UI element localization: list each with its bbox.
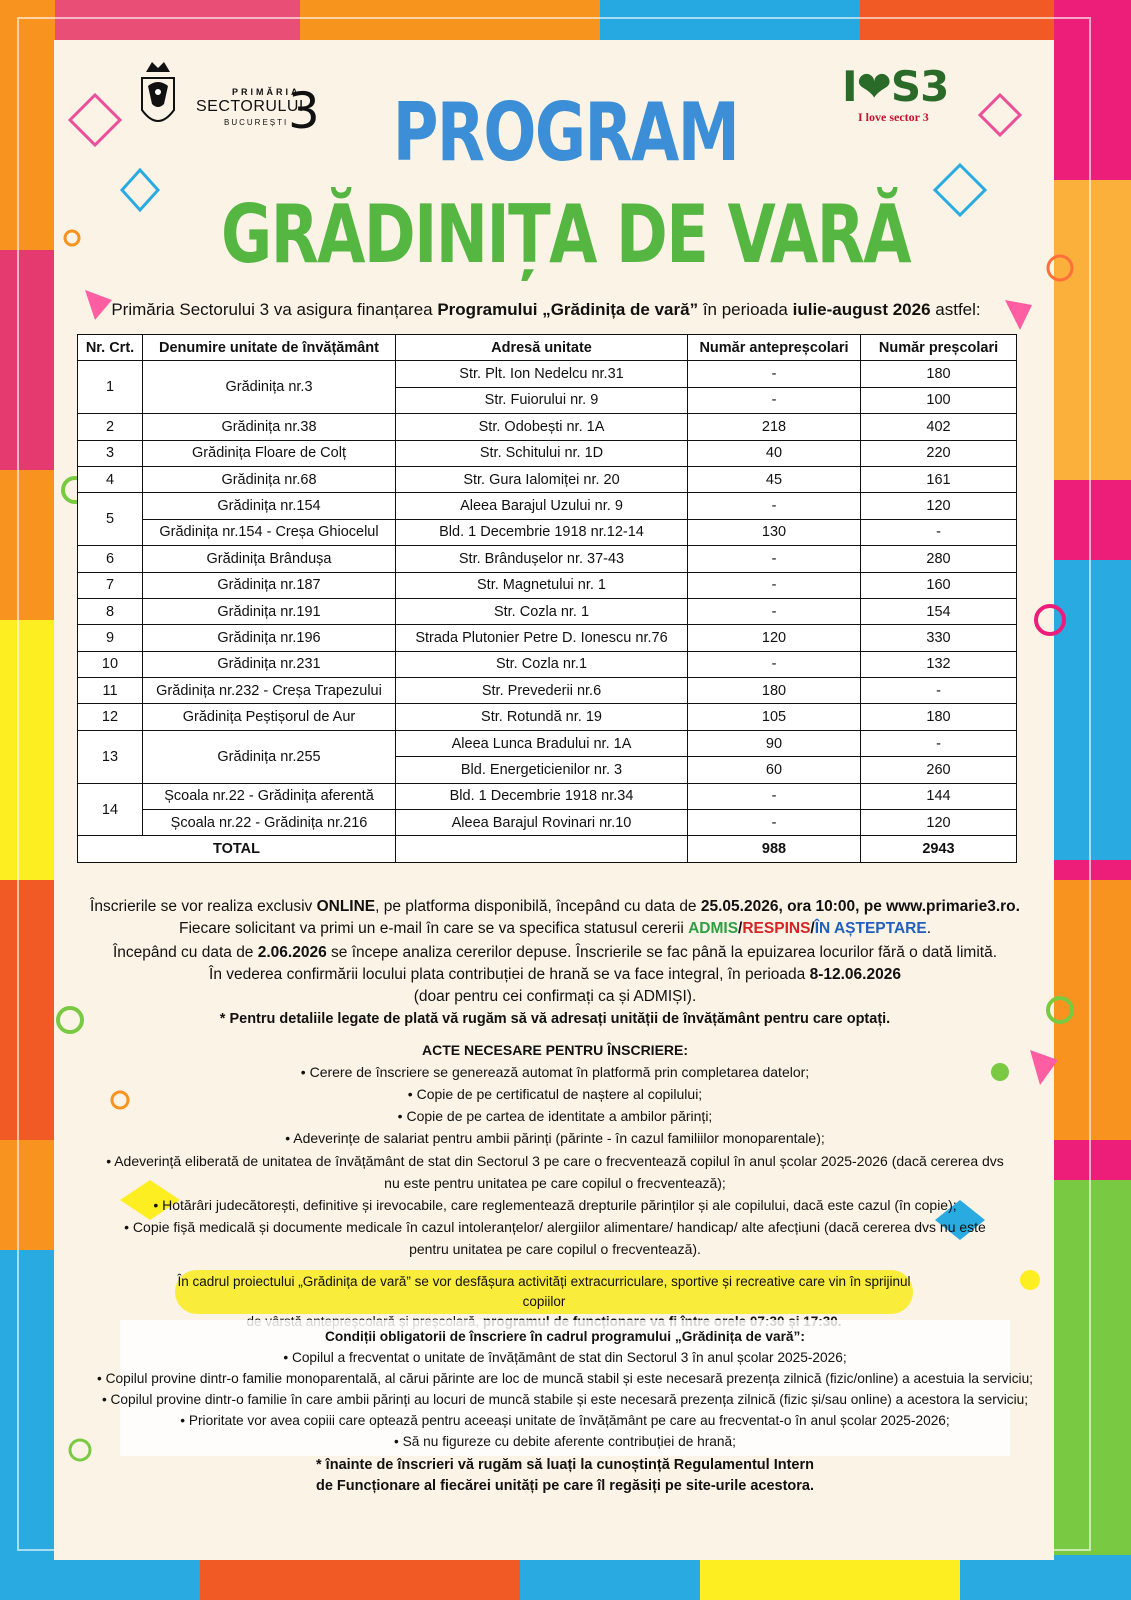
condition-item: • Să nu figureze cu debite aferente contribuției de hrană; <box>394 1434 736 1449</box>
cell-address: Aleea Lunca Bradului nr. 1A <box>396 730 688 756</box>
regulation-note-2: de Funcționare al fiecărei unități pe care îl regăsiți pe site-urile acestora. <box>315 1478 814 1494</box>
cell-unit: Grădinița nr.68 <box>143 466 396 492</box>
condition-item: • Copilul provine dintr-o familie în care ambii părinți au locuri de muncă stabile și este necesară prezența zilnică (fizic și/sau online) a acestora la serviciu; <box>101 1392 1029 1407</box>
cell-unit: Grădinița Brândușa <box>143 546 396 572</box>
info-l2-end: . <box>926 920 931 937</box>
cell-ante: 60 <box>688 757 861 783</box>
cell-pres: 100 <box>861 387 1017 413</box>
table-total-row <box>78 836 1017 862</box>
status-in-asteptare: ÎN AȘTEPTARE <box>814 920 927 937</box>
info-line-6: * Pentru detaliile legate de plată vă rugăm să vă adresați unității de învățământ pentru care optați. <box>219 1011 891 1027</box>
table-row <box>78 493 1017 519</box>
total-label: TOTAL <box>78 836 396 862</box>
cell-pres: 260 <box>861 757 1017 783</box>
table-row <box>78 572 1017 598</box>
intro-text <box>0 300 1092 320</box>
cell-unit: Grădinița nr.191 <box>143 598 396 624</box>
cell-pres: - <box>861 730 1017 756</box>
cell-ante: 130 <box>688 519 861 545</box>
regulation-note-1: * înainte de înscrieri vă rugăm să luați la cunoștință Regulamentul Intern <box>316 1457 814 1473</box>
condition-item: • Copilul a frecventat o unitate de învățământ de stat din Sectorul 3 în anul școlar 2025-2026; <box>283 1350 847 1365</box>
table-row <box>78 598 1017 624</box>
cell-pres: 180 <box>861 704 1017 730</box>
cell-nr: 9 <box>78 625 143 651</box>
cell-unit: Grădinița Peștișorul de Aur <box>143 704 396 730</box>
status-admis: ADMIS <box>688 920 739 937</box>
cell-nr: 6 <box>78 546 143 572</box>
cell-nr: 7 <box>78 572 143 598</box>
cell-nr: 5 <box>78 493 143 546</box>
intro-mid: în perioada <box>698 300 793 319</box>
col-unit: Denumire unitate de învățământ <box>143 335 396 361</box>
cell-ante: - <box>688 493 861 519</box>
info-l3-c: se începe analiza cererilor depuse. Înscrierile se fac până la epuizarea locurilor fără o dată limită. <box>326 944 998 961</box>
cell-nr: 3 <box>78 440 143 466</box>
cell-ante: 90 <box>688 730 861 756</box>
col-ante: Număr antepreșcolari <box>688 335 861 361</box>
info-l4-period: 8-12.06.2026 <box>809 966 901 983</box>
acte-item: • Copie de pe cartea de identitate a ambilor părinți; <box>397 1108 713 1124</box>
cell-unit: Grădinița nr.3 <box>143 361 396 414</box>
cell-pres: 144 <box>861 783 1017 809</box>
cell-unit: Grădinița nr.196 <box>143 625 396 651</box>
cell-unit: Grădinița nr.154 - Creșa Ghiocelul <box>143 519 396 545</box>
cell-address: Str. Gura Ialomiței nr. 20 <box>396 466 688 492</box>
intro-period: iulie-august 2026 <box>792 300 931 319</box>
cell-pres: 330 <box>861 625 1017 651</box>
cell-address: Str. Odobești nr. 1A <box>396 414 688 440</box>
cell-ante: - <box>688 598 861 624</box>
table-row <box>78 519 1017 545</box>
table-row <box>78 546 1017 572</box>
cell-ante: 120 <box>688 625 861 651</box>
col-address: Adresă unitate <box>396 335 688 361</box>
table-row <box>78 440 1017 466</box>
cell-address: Str. Fuiorului nr. 9 <box>396 387 688 413</box>
info-line-5: (doar pentru cei confirmați ca și ADMIȘI). <box>413 988 697 1005</box>
i-love-s3-subtitle: I love sector 3 <box>858 110 929 124</box>
cell-ante: - <box>688 810 861 836</box>
cell-nr: 4 <box>78 466 143 492</box>
table-row <box>78 466 1017 492</box>
cell-pres: 160 <box>861 572 1017 598</box>
cell-address: Str. Magnetului nr. 1 <box>396 572 688 598</box>
intro-program: Programului „Grădinița de vară” <box>437 300 699 319</box>
cell-unit: Școala nr.22 - Grădinița aferentă <box>143 783 396 809</box>
cell-pres: 132 <box>861 651 1017 677</box>
acte-item: • Hotărâri judecătorești, definitive și irevocabile, care reglementează drepturile părinților și ale copilului, dacă este cazul (în copie); <box>153 1197 957 1213</box>
acte-item: • Copie de pe certificatul de naștere al copilului; <box>407 1086 703 1102</box>
cell-ante: - <box>688 783 861 809</box>
info-line-4 <box>60 964 1050 986</box>
info-l2-a: Fiecare solicitant va primi un e-mail în care se va specifica statusul cererii <box>178 920 689 937</box>
conditions-title: Condiții obligatorii de înscriere în cadrul programului „Grădinița de vară”: <box>325 1329 805 1344</box>
cell-pres: 402 <box>861 414 1017 440</box>
acte-item: pentru unitatea pe care copilul o frecventează). <box>409 1241 701 1257</box>
cell-nr: 2 <box>78 414 143 440</box>
cell-address: Str. Plt. Ion Nedelcu nr.31 <box>396 361 688 387</box>
table-row <box>78 414 1017 440</box>
cell-pres: 120 <box>861 810 1017 836</box>
acte-title: ACTE NECESARE PENTRU ÎNSCRIERE: <box>421 1042 689 1058</box>
condition-item: • Prioritate vor avea copiii care optează pentru aceeași unitate de învățământ pe care au frecventat-o în anul școlar 2025-2026; <box>180 1413 950 1428</box>
cell-address: Str. Cozla nr.1 <box>396 651 688 677</box>
cell-unit: Grădinița nr.255 <box>143 730 396 783</box>
cell-address: Str. Schitului nr. 1D <box>396 440 688 466</box>
cell-address: Aleea Barajul Rovinari nr.10 <box>396 810 688 836</box>
cell-ante: 218 <box>688 414 861 440</box>
cell-pres: - <box>861 519 1017 545</box>
intro-pre: Primăria Sectorului 3 va asigura finanțarea <box>111 300 438 319</box>
cell-ante: - <box>688 572 861 598</box>
cell-address: Bld. 1 Decembrie 1918 nr.34 <box>396 783 688 809</box>
cell-ante: - <box>688 546 861 572</box>
info-l1-online: ONLINE <box>316 898 376 915</box>
kindergarten-table <box>77 334 1017 863</box>
schedule-banner <box>175 1270 913 1314</box>
cell-pres: 280 <box>861 546 1017 572</box>
info-line-2 <box>60 918 1050 940</box>
table-row <box>78 651 1017 677</box>
cell-address: Str. Rotundă nr. 19 <box>396 704 688 730</box>
status-slash-2: / <box>810 920 815 937</box>
cell-nr: 8 <box>78 598 143 624</box>
cell-address: Str. Prevederii nr.6 <box>396 678 688 704</box>
cell-nr: 14 <box>78 783 143 836</box>
info-l1-a: Înscrierile se vor realiza exclusiv <box>90 898 317 915</box>
acte-item: • Copie fișă medicală și documente medicale în cazul intoleranțelor/ alergiilor alimentare/ handicap/ alte afecțiuni (dacă cererea dvs nu este <box>124 1219 986 1235</box>
cell-ante: 180 <box>688 678 861 704</box>
table-row <box>78 783 1017 809</box>
acte-item: • Cerere de înscriere se generează automat în platformă prin completarea datelor; <box>300 1064 810 1080</box>
cell-ante: - <box>688 387 861 413</box>
condition-item: • Copilul provine dintr-o familie monoparentală, al cărui părinte are loc de muncă stabil și este necesară prezența zilnică (fizic/online) a acestuia la serviciu; <box>96 1371 1033 1386</box>
intro-post: astfel: <box>930 300 981 319</box>
cell-ante: 40 <box>688 440 861 466</box>
info-l4-a: În vederea confirmării locului plata contribuției de hrană se va face integral, în perioada <box>209 966 810 983</box>
cell-unit: Grădinița Floare de Colț <box>143 440 396 466</box>
cell-pres: 120 <box>861 493 1017 519</box>
cell-nr: 10 <box>78 651 143 677</box>
info-l3-date: 2.06.2026 <box>257 944 327 961</box>
i-love-s3-mark: I❤S3 <box>842 62 949 111</box>
logo-line1: PRIMĂRIA <box>232 87 301 97</box>
info-line-3 <box>60 942 1050 964</box>
cell-address: Strada Plutonier Petre D. Ionescu nr.76 <box>396 625 688 651</box>
cell-ante: 45 <box>688 466 861 492</box>
total-pres: 2943 <box>861 836 1017 862</box>
status-respins: RESPINS <box>742 920 811 937</box>
logo-line3: BUCUREȘTI <box>224 118 289 127</box>
cell-pres: 220 <box>861 440 1017 466</box>
table-header-row <box>78 335 1017 361</box>
cell-nr: 1 <box>78 361 143 414</box>
info-line-1 <box>60 896 1050 918</box>
table-row <box>78 704 1017 730</box>
cell-address: Str. Brândușelor nr. 37-43 <box>396 546 688 572</box>
logo-number: 3 <box>288 82 320 140</box>
table-row <box>78 625 1017 651</box>
cell-pres: - <box>861 678 1017 704</box>
table-row <box>78 810 1017 836</box>
banner-line-1: În cadrul proiectului „Grădinița de vară” se vor desfășura activități extracurriculare, sportive și recreative care vin în sprijinul copiilor <box>177 1274 911 1309</box>
cell-unit: Grădinița nr.231 <box>143 651 396 677</box>
title-line2: GRĂDINIȚA DE VARĂ <box>221 188 910 281</box>
cell-unit: Grădinița nr.154 <box>143 493 396 519</box>
table-row <box>78 678 1017 704</box>
cell-nr: 11 <box>78 678 143 704</box>
cell-address: Bld. Energeticienilor nr. 3 <box>396 757 688 783</box>
cell-nr: 13 <box>78 730 143 783</box>
cell-unit: Grădinița nr.187 <box>143 572 396 598</box>
cell-nr: 12 <box>78 704 143 730</box>
info-l3-a: Începând cu data de <box>112 944 258 961</box>
acte-item: • Adeverințe de salariat pentru ambii părinți (părinte - în cazul familiilor monoparentale); <box>285 1130 825 1146</box>
cell-unit: Grădinița nr.232 - Creșa Trapezului <box>143 678 396 704</box>
cell-unit: Grădinița nr.38 <box>143 414 396 440</box>
cell-pres: 180 <box>861 361 1017 387</box>
cell-unit: Școala nr.22 - Grădinița nr.216 <box>143 810 396 836</box>
acte-item: • Adeverință eliberată de unitatea de învățământ de stat din Sectorul 3 pe care o frecventează copilul în anul școlar 2025-2026 (dacă cererea dvs <box>106 1153 1004 1169</box>
status-slash-1: / <box>738 920 743 937</box>
cell-ante: - <box>688 361 861 387</box>
title-line1: PROGRAM <box>392 86 739 179</box>
cell-pres: 161 <box>861 466 1017 492</box>
info-l1-date: 25.05.2026, ora 10:00, pe www.primarie3.ro. <box>700 898 1020 915</box>
table-row <box>78 361 1017 387</box>
total-ante: 988 <box>688 836 861 862</box>
cell-ante: 105 <box>688 704 861 730</box>
cell-address: Bld. 1 Decembrie 1918 nr.12-14 <box>396 519 688 545</box>
total-empty <box>396 836 688 862</box>
cell-pres: 154 <box>861 598 1017 624</box>
info-l1-c: , pe platforma disponibilă, începând cu data de <box>375 898 701 915</box>
cell-ante: - <box>688 651 861 677</box>
acte-item: nu este pentru unitatea pe care copilul o frecventează); <box>384 1175 726 1191</box>
logo-line2: SECTORULUI <box>196 98 304 115</box>
col-pres: Număr preșcolari <box>861 335 1017 361</box>
table-row <box>78 730 1017 756</box>
cell-address: Str. Cozla nr. 1 <box>396 598 688 624</box>
cell-address: Aleea Barajul Uzului nr. 9 <box>396 493 688 519</box>
col-nr: Nr. Crt. <box>78 335 143 361</box>
